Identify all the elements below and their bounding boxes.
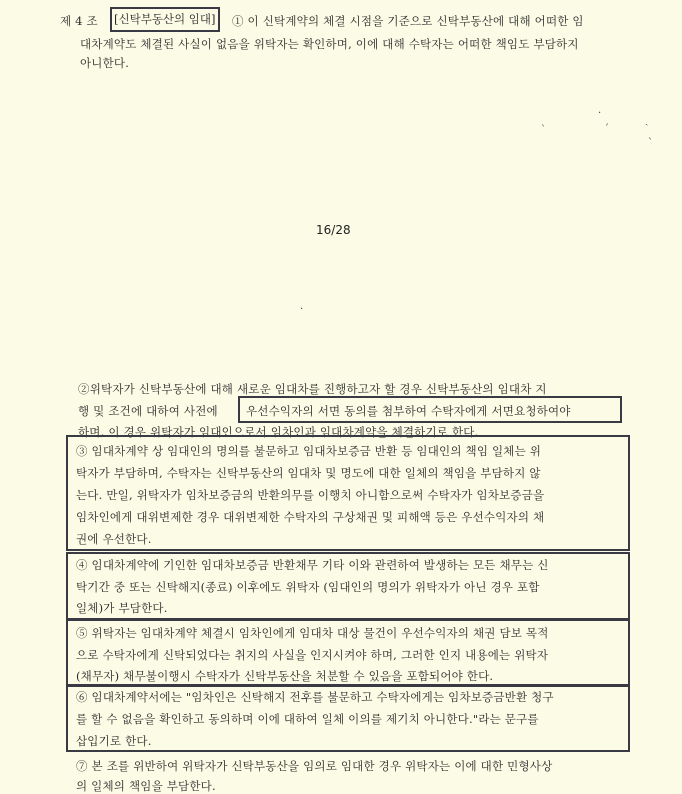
- article-line-2: 대차계약도 체결된 사실이 없음을 위탁자는 확인하며, 이에 대해 수탁자는 어떠한 책임도 부담하지: [80, 37, 579, 51]
- scan-speck: ˋ: [541, 125, 546, 136]
- clause7-line-1: ⑦ 본 조를 위반하여 위탁자가 신탁부동산을 임의로 임대한 경우 위탁자는 이에 대한 민형사상: [76, 759, 553, 773]
- clause3-line-2: 탁자가 부담하며, 수탁자는 신탁부동산의 임대차 및 명도에 대한 일체의 책임을 부담하지 않: [76, 466, 541, 480]
- scan-speck: ˊ: [604, 124, 609, 135]
- clause7-line-2: 의 일체의 책임을 부담한다.: [76, 779, 216, 793]
- scan-speck: ·: [300, 304, 304, 315]
- clause6-line-2: 를 할 수 없음을 확인하고 동의하며 이에 대하여 일체 이의를 제기치 아니한다."라는 문구를: [76, 712, 539, 726]
- clause4-line-1: ④ 임대차계약에 기인한 임대차보증금 반환채무 기타 이와 관련하여 발생하는 모든 채무는 신: [76, 558, 549, 572]
- clause3-line-5: 권에 우선한다.: [76, 532, 152, 546]
- clause2-line-2: 행 및 조건에 대하여 사전에: [78, 404, 218, 418]
- clause6-line-1: ⑥ 임대차계약서에는 "임차인은 신탁해지 전후를 불문하고 수탁자에게는 임차보증금반환 청구: [76, 690, 554, 704]
- clause5-line-3: (채무자) 채무불이행시 수탁자가 신탁부동산을 처분할 수 있음을 포함되어야 한다.: [76, 669, 494, 683]
- article-label: 제 4 조: [60, 14, 98, 28]
- clause2-line-1: ②위탁자가 신탁부동산에 대해 새로운 임대차를 진행하고자 할 경우 신탁부동산의 임대차 지: [78, 382, 547, 396]
- clause2-line-3: 하며, 이 경우 위탁자가 임대인으로서 임차인과 임대차계약을 체결하기로 한다.: [78, 425, 479, 439]
- scan-speck: ˎ: [645, 115, 649, 126]
- clause3-line-1: ③ 임대차계약 상 임대인의 명의를 불문하고 임대차보증금 반환 등 임대인의 책임 일체는 위: [76, 444, 542, 458]
- clause4-line-3: 일체)가 부담한다.: [76, 601, 168, 615]
- page-number: 16/28: [316, 223, 351, 237]
- article-heading: [신탁부동산의 임대]: [110, 7, 220, 32]
- clause4-line-2: 탁기간 중 또는 신탁해지(종료) 이후에도 위탁자 (임대인의 명의가 위탁자가 아닌 경우 포함: [76, 580, 540, 594]
- clause2-boxed-text: 우선수익자의 서면 동의를 첨부하여 수탁자에게 서면요청하여야: [246, 404, 571, 418]
- clause3-line-4: 임차인에게 대위변제한 경우 대위변제한 수탁자의 구상채권 및 피해액 등은 우선수익자의 채: [76, 510, 545, 524]
- article-line-1: ① 이 신탁계약의 체결 시점을 기준으로 신탁부동산에 대해 어떠한 임: [232, 14, 584, 28]
- article-line-3: 아니한다.: [80, 56, 130, 70]
- clause6-line-3: 삽입기로 한다.: [76, 734, 152, 748]
- scan-speck: ·: [598, 108, 602, 119]
- clause3-line-3: 는다. 만일, 위탁자가 임차보증금의 반환의무를 이행치 아니함으로써 수탁자가 임차보증금을: [76, 488, 545, 502]
- clause5-line-1: ⑤ 위탁자는 임대차계약 체결시 임차인에게 임대차 대상 물건이 우선수익자의 채권 담보 목적: [76, 626, 549, 640]
- clause5-line-2: 으로 수탁자에게 신탁되었다는 취지의 사실을 인지시켜야 하며, 그러한 인지 내용에는 위탁자: [76, 648, 549, 662]
- scan-speck: ˋ: [648, 138, 653, 149]
